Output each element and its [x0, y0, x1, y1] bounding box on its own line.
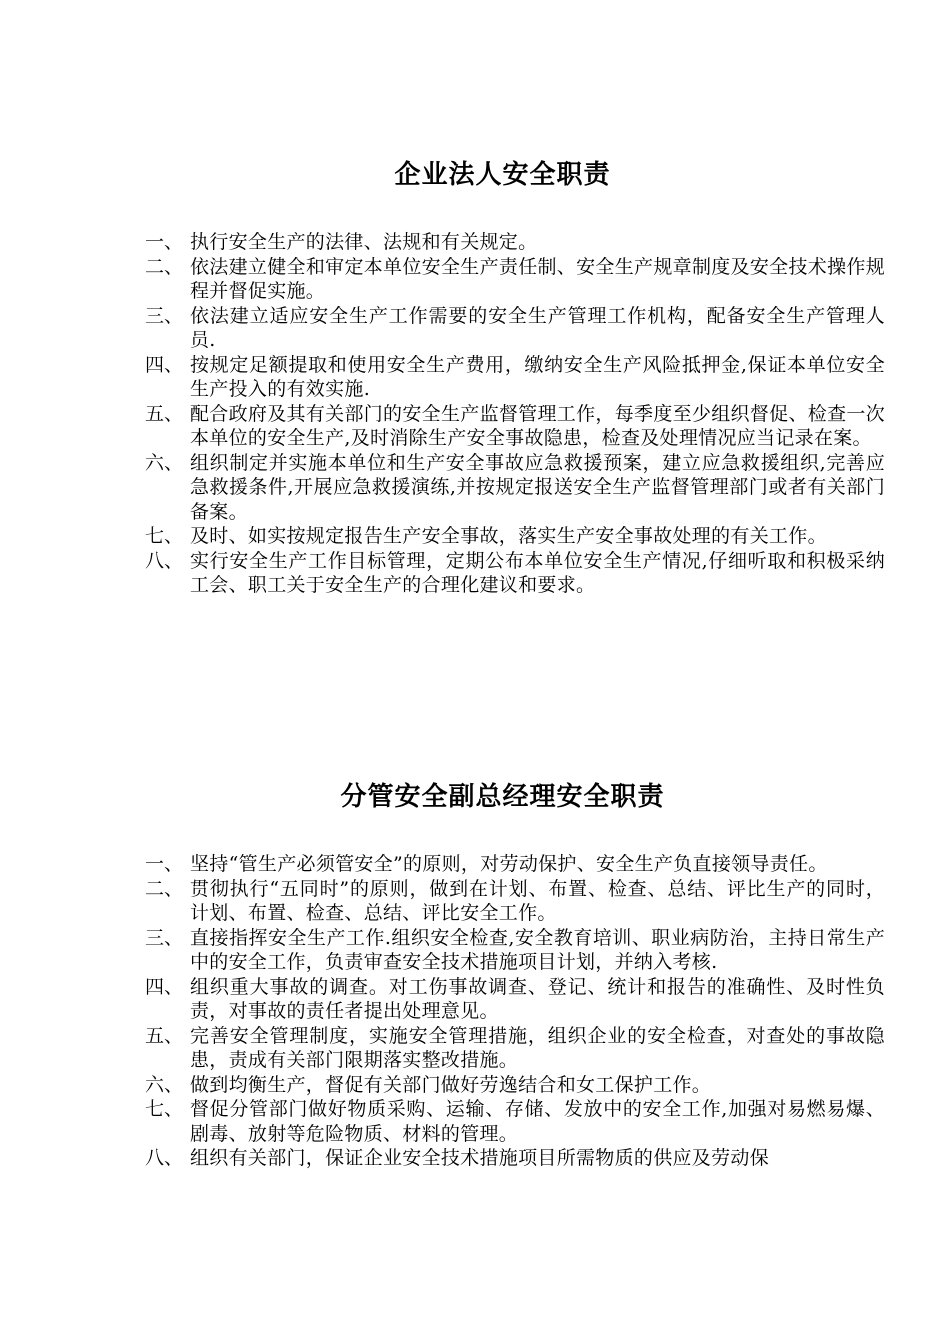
item-number: 七、: [145, 1098, 184, 1120]
section-title: 分管安全副总经理安全职责: [340, 782, 665, 812]
list-item: [145, 451, 885, 525]
item-text: 组织有关部门，保证企业安全技术措施项目所需物质的供应及劳动保: [190, 1147, 770, 1169]
item-text: 完善安全管理制度，实施安全管理措施，组织企业的安全检查，对查处的事故隐患，责成有关部门限期落实整改措施。: [190, 1024, 885, 1071]
list-item: [145, 926, 885, 975]
item-text: 直接指挥安全生产工作.组织安全检查,安全教育培训、职业病防治，主持日常生产中的安全工作，负责审查安全技术措施项目计划，并纳入考核.: [190, 926, 885, 973]
section-deputy-gm-duties: [145, 780, 885, 1171]
duty-list: [145, 230, 885, 598]
item-number: 八、: [145, 549, 184, 572]
item-text: 贯彻执行“五同时”的原则，做到在计划、布置、检查、总结、评比生产的同时，计划、布置、检查、总结、评比安全工作。: [190, 877, 885, 924]
item-text: 实行安全生产工作目标管理，定期公布本单位安全生产情况,仔细听取和积极采纳工会、职工关于安全生产的合理化建议和要求。: [190, 549, 885, 596]
item-number: 一、: [145, 231, 184, 253]
item-number: 六、: [145, 451, 184, 474]
list-item: [145, 975, 885, 1024]
item-text: 按规定足额提取和使用安全生产费用，缴纳安全生产风险抵押金,保证本单位安全生产投入的有效实施.: [190, 353, 885, 400]
item-number: 一、: [145, 853, 184, 875]
duty-list: [145, 852, 885, 1171]
item-number: 二、: [145, 877, 184, 900]
item-number: 三、: [145, 926, 184, 949]
list-item: [145, 524, 885, 549]
section-legal-person-duties: [145, 158, 885, 598]
list-item: [145, 852, 885, 877]
item-text: 依法建立适应安全生产工作需要的安全生产管理工作机构，配备安全生产管理人员.: [190, 304, 885, 351]
item-text: 执行安全生产的法律、法规和有关规定。: [190, 231, 538, 253]
list-item: [145, 230, 885, 255]
list-item: [145, 1073, 885, 1098]
list-item: [145, 1146, 885, 1171]
item-text: 做到均衡生产，督促有关部门做好劳逸结合和女工保护工作。: [190, 1073, 712, 1096]
item-number: 七、: [145, 525, 184, 547]
item-text: 配合政府及其有关部门的安全生产监督管理工作，每季度至少组织督促、检查一次本单位的安全生产,及时消除生产安全事故隐患，检查及处理情况应当记录在案。: [190, 402, 885, 449]
list-item: [145, 255, 885, 304]
item-text: 组织重大事故的调查。对工伤事故调查、登记、统计和报告的准确性、及时性负责，对事故的责任者提出处理意见。: [190, 975, 885, 1022]
list-item: [145, 304, 885, 353]
list-item: [145, 402, 885, 451]
item-text: 组织制定并实施本单位和生产安全事故应急救援预案，建立应急救援组织,完善应急救援条件,开展应急救援演练,并按规定报送安全生产监督管理部门或者有关部门备案。: [190, 451, 885, 523]
item-text: 及时、如实按规定报告生产安全事故，落实生产安全事故处理的有关工作。: [190, 525, 827, 547]
item-number: 四、: [145, 975, 184, 998]
list-item: [145, 1097, 885, 1146]
item-number: 六、: [145, 1073, 184, 1096]
list-item: [145, 353, 885, 402]
list-item: [145, 549, 885, 598]
item-number: 五、: [145, 1024, 184, 1047]
section-title: 企业法人安全职责: [394, 160, 611, 190]
item-number: 五、: [145, 402, 184, 425]
item-text: 坚持“管生产必须管安全”的原则，对劳动保护、安全生产负直接领导责任。: [190, 853, 828, 875]
item-number: 三、: [145, 304, 184, 327]
list-item: [145, 1024, 885, 1073]
list-item: [145, 877, 885, 926]
item-text: 督促分管部门做好物质采购、运输、存储、发放中的安全工作,加强对易燃易爆、剧毒、放射等危险物质、材料的管理。: [190, 1098, 885, 1145]
item-number: 四、: [145, 353, 184, 376]
item-number: 二、: [145, 255, 184, 278]
item-text: 依法建立健全和审定本单位安全生产责任制、安全生产规章制度及安全技术操作规程并督促实施。: [190, 255, 885, 302]
item-number: 八、: [145, 1147, 184, 1169]
